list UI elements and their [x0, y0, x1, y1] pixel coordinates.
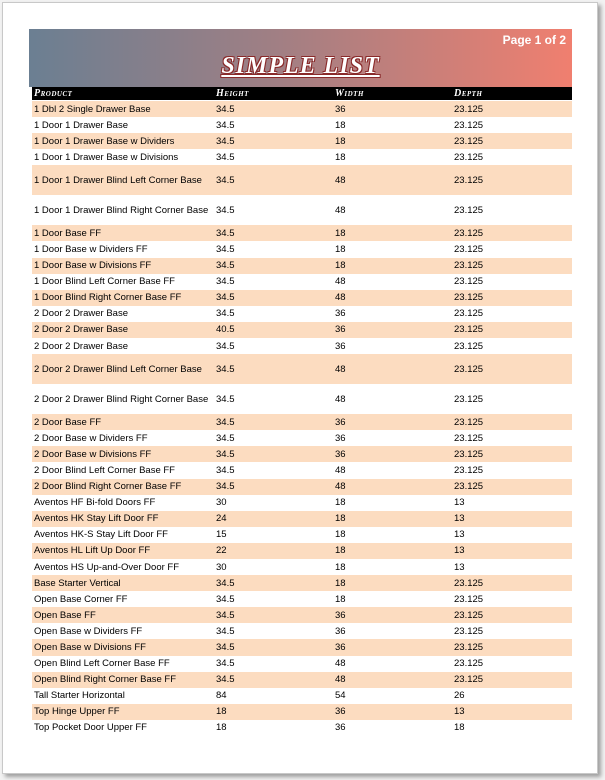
depth-cell: 23.125 — [454, 658, 484, 670]
product-cell: 1 Door Blind Left Corner Base FF — [34, 276, 175, 288]
table-row — [32, 479, 572, 495]
product-cell: 2 Door Blind Left Corner Base FF — [34, 464, 175, 476]
height-cell: 34.5 — [216, 340, 235, 352]
height-cell: 34.5 — [216, 641, 235, 653]
product-cell: Open Blind Right Corner Base FF — [34, 674, 177, 686]
product-cell: Aventos HK-S Stay Lift Door FF — [34, 529, 168, 541]
width-cell: 18 — [335, 593, 346, 605]
table-row — [32, 225, 572, 241]
table-row — [32, 720, 572, 736]
height-cell: 34.5 — [216, 393, 235, 405]
table-row — [32, 543, 572, 559]
depth-cell: 23.125 — [454, 119, 484, 131]
width-cell: 48 — [335, 481, 346, 493]
depth-cell: 23.125 — [454, 416, 484, 428]
document-page — [2, 2, 598, 774]
depth-cell: 23.125 — [454, 227, 484, 239]
width-cell: 36 — [335, 625, 346, 637]
depth-cell: 13 — [454, 706, 465, 718]
page-title: SIMPLE LIST — [221, 53, 380, 79]
product-cell: Open Base Corner FF — [34, 593, 128, 605]
height-cell: 34.5 — [216, 674, 235, 686]
height-cell: 22 — [216, 545, 227, 557]
depth-cell: 23.125 — [454, 103, 484, 115]
height-cell: 34.5 — [216, 151, 235, 163]
product-cell: 1 Door 1 Drawer Blind Left Corner Base — [34, 174, 202, 186]
width-cell: 48 — [335, 174, 346, 186]
height-cell: 34.5 — [216, 363, 235, 375]
width-cell: 18 — [335, 577, 346, 589]
height-cell: 34.5 — [216, 432, 235, 444]
product-cell: Open Blind Left Corner Base FF — [34, 658, 170, 670]
column-header-height: Height — [216, 88, 249, 99]
height-cell: 34.5 — [216, 416, 235, 428]
table-row — [32, 688, 572, 704]
depth-cell: 23.125 — [454, 625, 484, 637]
product-cell: 1 Door 1 Drawer Base w Divisions — [34, 151, 179, 163]
product-cell: Aventos HS Up-and-Over Door FF — [34, 561, 180, 573]
product-cell: 1 Door 1 Drawer Base w Dividers — [34, 135, 175, 147]
height-cell: 15 — [216, 529, 227, 541]
product-cell: 1 Door Base w Dividers FF — [34, 244, 148, 256]
product-cell: Top Pocket Door Upper FF — [34, 722, 147, 734]
height-cell: 34.5 — [216, 204, 235, 216]
depth-cell: 23.125 — [454, 276, 484, 288]
depth-cell: 23.125 — [454, 244, 484, 256]
width-cell: 36 — [335, 722, 346, 734]
table-row — [32, 430, 572, 446]
width-cell: 18 — [335, 513, 346, 525]
height-cell: 34.5 — [216, 276, 235, 288]
width-cell: 36 — [335, 416, 346, 428]
width-cell: 48 — [335, 674, 346, 686]
height-cell: 84 — [216, 690, 227, 702]
width-cell: 48 — [335, 363, 346, 375]
product-cell: 2 Door 2 Drawer Blind Left Corner Base — [34, 363, 202, 375]
width-cell: 18 — [335, 119, 346, 131]
table-row — [32, 258, 572, 274]
table-row — [32, 639, 572, 655]
width-cell: 36 — [335, 103, 346, 115]
depth-cell: 23.125 — [454, 577, 484, 589]
depth-cell: 13 — [454, 545, 465, 557]
width-cell: 18 — [335, 529, 346, 541]
width-cell: 36 — [335, 609, 346, 621]
table-row — [32, 495, 572, 511]
table-row — [32, 306, 572, 322]
table-row — [32, 274, 572, 290]
table-row — [32, 591, 572, 607]
width-cell: 36 — [335, 308, 346, 320]
table-row — [32, 656, 572, 672]
height-cell: 34.5 — [216, 464, 235, 476]
height-cell: 30 — [216, 561, 227, 573]
depth-cell: 23.125 — [454, 174, 484, 186]
product-cell: Aventos HF Bi-fold Doors FF — [34, 497, 156, 509]
table-row — [32, 623, 572, 639]
depth-cell: 23.125 — [454, 609, 484, 621]
table-row — [32, 446, 572, 462]
width-cell: 36 — [335, 448, 346, 460]
product-cell: 1 Door Base FF — [34, 227, 102, 239]
width-cell: 36 — [335, 706, 346, 718]
table-row — [32, 195, 572, 225]
height-cell: 34.5 — [216, 174, 235, 186]
height-cell: 18 — [216, 706, 227, 718]
table-row — [32, 354, 572, 384]
height-cell: 34.5 — [216, 609, 235, 621]
depth-cell: 26 — [454, 690, 465, 702]
product-cell: 2 Door 2 Drawer Blind Right Corner Base — [34, 393, 209, 405]
width-cell: 36 — [335, 324, 346, 336]
depth-cell: 23.125 — [454, 308, 484, 320]
width-cell: 18 — [335, 135, 346, 147]
width-cell: 48 — [335, 464, 346, 476]
product-cell: 2 Door 2 Drawer Base — [34, 308, 128, 320]
depth-cell: 23.125 — [454, 393, 484, 405]
product-cell: 2 Door Base w Divisions FF — [34, 448, 152, 460]
depth-cell: 23.125 — [454, 292, 484, 304]
width-cell: 48 — [335, 393, 346, 405]
table-row — [32, 322, 572, 338]
depth-cell: 23.125 — [454, 340, 484, 352]
height-cell: 34.5 — [216, 481, 235, 493]
depth-cell: 23.125 — [454, 674, 484, 686]
table-row — [32, 101, 572, 117]
height-cell: 24 — [216, 513, 227, 525]
depth-cell: 23.125 — [454, 363, 484, 375]
height-cell: 34.5 — [216, 593, 235, 605]
width-cell: 18 — [335, 244, 346, 256]
width-cell: 36 — [335, 340, 346, 352]
depth-cell: 23.125 — [454, 204, 484, 216]
table-row — [32, 704, 572, 720]
product-cell: 1 Dbl 2 Single Drawer Base — [34, 103, 151, 115]
depth-cell: 18 — [454, 722, 465, 734]
product-cell: Aventos HL Lift Up Door FF — [34, 545, 151, 557]
table-row — [32, 511, 572, 527]
product-cell: 2 Door Base FF — [34, 416, 102, 428]
depth-cell: 23.125 — [454, 448, 484, 460]
width-cell: 36 — [335, 641, 346, 653]
width-cell: 18 — [335, 260, 346, 272]
product-cell: 2 Door 2 Drawer Base — [34, 340, 128, 352]
width-cell: 48 — [335, 658, 346, 670]
column-header-width: Width — [335, 88, 364, 99]
depth-cell: 13 — [454, 513, 465, 525]
product-cell: 2 Door Blind Right Corner Base FF — [34, 481, 182, 493]
height-cell: 34.5 — [216, 227, 235, 239]
width-cell: 18 — [335, 561, 346, 573]
depth-cell: 13 — [454, 561, 465, 573]
product-cell: Open Base FF — [34, 609, 96, 621]
product-cell: Aventos HK Stay Lift Door FF — [34, 513, 159, 525]
height-cell: 34.5 — [216, 244, 235, 256]
width-cell: 48 — [335, 292, 346, 304]
height-cell: 34.5 — [216, 577, 235, 589]
height-cell: 34.5 — [216, 119, 235, 131]
depth-cell: 23.125 — [454, 481, 484, 493]
height-cell: 40.5 — [216, 324, 235, 336]
table-row — [32, 527, 572, 543]
column-header-depth: Depth — [454, 88, 483, 99]
height-cell: 34.5 — [216, 625, 235, 637]
depth-cell: 23.125 — [454, 593, 484, 605]
depth-cell: 23.125 — [454, 464, 484, 476]
width-cell: 18 — [335, 545, 346, 557]
height-cell: 34.5 — [216, 448, 235, 460]
table-row — [32, 241, 572, 257]
table-row — [32, 462, 572, 478]
page-number: Page 1 of 2 — [502, 33, 566, 47]
width-cell: 36 — [335, 432, 346, 444]
column-header-product: Product — [34, 88, 73, 99]
product-cell: Base Starter Vertical — [34, 577, 121, 589]
product-table — [32, 101, 572, 736]
table-row — [32, 607, 572, 623]
width-cell: 18 — [335, 151, 346, 163]
width-cell: 48 — [335, 204, 346, 216]
table-row — [32, 117, 572, 133]
product-cell: Top Hinge Upper FF — [34, 706, 120, 718]
product-cell: Tall Starter Horizontal — [34, 690, 125, 702]
title-banner — [29, 29, 572, 87]
width-cell: 18 — [335, 227, 346, 239]
width-cell: 18 — [335, 497, 346, 509]
table-row — [32, 338, 572, 354]
height-cell: 34.5 — [216, 103, 235, 115]
table-row — [32, 165, 572, 195]
depth-cell: 23.125 — [454, 260, 484, 272]
depth-cell: 23.125 — [454, 151, 484, 163]
product-cell: Open Base w Dividers FF — [34, 625, 143, 637]
table-row — [32, 149, 572, 165]
depth-cell: 13 — [454, 497, 465, 509]
table-row — [32, 672, 572, 688]
height-cell: 30 — [216, 497, 227, 509]
table-row — [32, 559, 572, 575]
width-cell: 48 — [335, 276, 346, 288]
height-cell: 34.5 — [216, 658, 235, 670]
product-cell: 1 Door 1 Drawer Blind Right Corner Base — [34, 204, 209, 216]
height-cell: 34.5 — [216, 292, 235, 304]
table-row — [32, 384, 572, 414]
depth-cell: 23.125 — [454, 641, 484, 653]
table-row — [32, 290, 572, 306]
height-cell: 18 — [216, 722, 227, 734]
product-cell: 2 Door 2 Drawer Base — [34, 324, 128, 336]
table-row — [32, 133, 572, 149]
height-cell: 34.5 — [216, 308, 235, 320]
depth-cell: 13 — [454, 529, 465, 541]
depth-cell: 23.125 — [454, 324, 484, 336]
height-cell: 34.5 — [216, 260, 235, 272]
width-cell: 54 — [335, 690, 346, 702]
table-row — [32, 414, 572, 430]
height-cell: 34.5 — [216, 135, 235, 147]
table-header — [32, 87, 572, 100]
product-cell: 1 Door Blind Right Corner Base FF — [34, 292, 182, 304]
depth-cell: 23.125 — [454, 135, 484, 147]
depth-cell: 23.125 — [454, 432, 484, 444]
product-cell: 1 Door 1 Drawer Base — [34, 119, 128, 131]
table-row — [32, 575, 572, 591]
product-cell: Open Base w Divisions FF — [34, 641, 146, 653]
product-cell: 1 Door Base w Divisions FF — [34, 260, 152, 272]
product-cell: 2 Door Base w Dividers FF — [34, 432, 148, 444]
